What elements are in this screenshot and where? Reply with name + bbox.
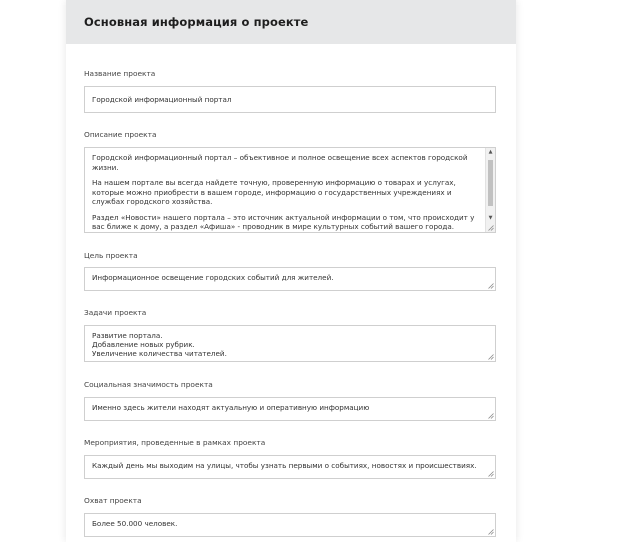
resize-handle-icon[interactable]: [487, 412, 494, 419]
resize-handle-icon[interactable]: [487, 353, 494, 360]
social-significance-textarea[interactable]: [84, 397, 496, 421]
project-goal-value: Информационное освещение городских событий для жителей.: [92, 273, 334, 282]
panel-title: Основная информация о проекте: [84, 15, 309, 29]
panel-header: [66, 0, 516, 44]
task-line: Развитие портала.: [92, 331, 163, 340]
description-scrollbar[interactable]: [485, 148, 495, 232]
project-tasks-textarea[interactable]: [84, 325, 496, 362]
project-reach-label: Охват проекта: [84, 496, 142, 505]
project-description-textarea[interactable]: [84, 147, 496, 233]
project-goal-label: Цель проекта: [84, 251, 138, 260]
project-reach-value: Более 50.000 человек.: [92, 519, 178, 528]
resize-handle-icon[interactable]: [487, 282, 494, 289]
social-significance-value: Именно здесь жители находят актуальную и оперативную информацию: [92, 403, 370, 412]
project-name-input[interactable]: [84, 86, 496, 113]
project-events-label: Мероприятия, проведенные в рамках проекта: [84, 438, 266, 447]
resize-handle-icon[interactable]: [487, 224, 494, 231]
project-events-value: Каждый день мы выходим на улицы, чтобы узнать первыми о событиях, новостях и происшествиях.: [92, 461, 477, 470]
project-name-label: Название проекта: [84, 69, 156, 78]
project-reach-textarea[interactable]: [84, 513, 496, 537]
project-description-label: Описание проекта: [84, 130, 157, 139]
scroll-thumb[interactable]: [488, 160, 493, 206]
project-goal-textarea[interactable]: [84, 267, 496, 291]
project-tasks-label: Задачи проекта: [84, 308, 147, 317]
social-significance-label: Социальная значимость проекта: [84, 380, 213, 389]
task-line: Добавление новых рубрик.: [92, 340, 195, 349]
resize-handle-icon[interactable]: [487, 470, 494, 477]
resize-handle-icon[interactable]: [487, 528, 494, 535]
project-name-value: Городской информационный портал: [92, 94, 232, 104]
description-paragraph: Раздел «Новости» нашего портала – это источник актуальной информации о том, что происходит у вас ближе к дому, а раздел «Афиша» - проводник в мире культурных событий вашего города.: [92, 212, 475, 231]
project-events-textarea[interactable]: [84, 455, 496, 479]
scroll-up-arrow-icon[interactable]: ▲: [488, 149, 493, 156]
description-paragraph: Городской информационный портал – объективное и полное освещение всех аспектов городской жизни.: [92, 153, 468, 172]
scroll-down-arrow-icon[interactable]: ▼: [488, 215, 493, 222]
description-paragraph: На нашем портале вы всегда найдете точную, проверенную информацию о товарах и услугах, которые можно приобрести в вашем городе, информацию о государственных учреждениях и службах городского хозяйства.: [92, 178, 456, 206]
project-info-panel: [66, 0, 516, 542]
task-line: Увеличение количества читателей.: [92, 349, 227, 358]
